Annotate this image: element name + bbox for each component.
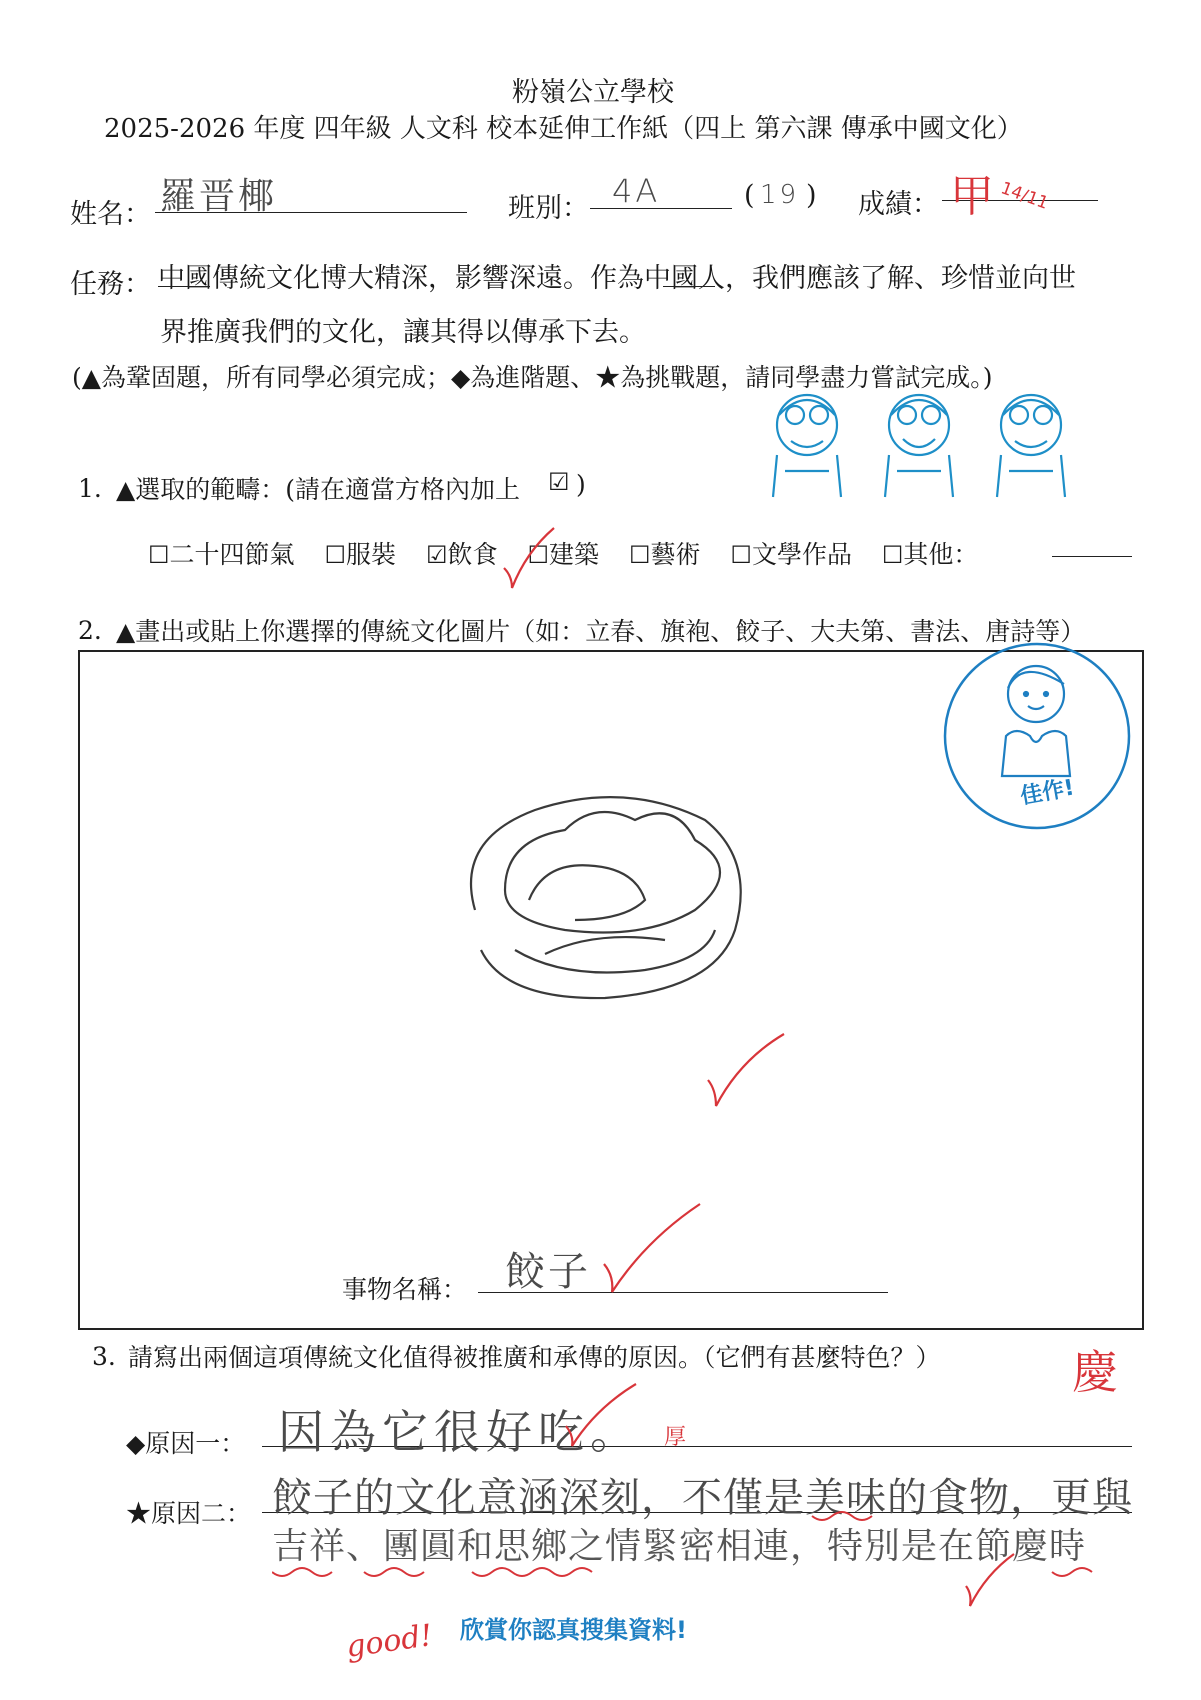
option-clothing: 服裝 — [346, 540, 397, 569]
item-name-value: 餃子 — [505, 1249, 591, 1295]
teacher-comment-good: good! — [343, 1618, 435, 1665]
class-value: 4A — [612, 172, 661, 210]
q2-number: 2. — [78, 616, 102, 645]
red-check-mark-icon — [596, 1200, 706, 1296]
reason1-label: ◆原因一： — [126, 1429, 246, 1458]
underline-china-2 — [663, 286, 715, 287]
checkbox-icon[interactable]: ☐ — [628, 541, 651, 569]
checkbox-icon[interactable]: ☐ — [881, 541, 904, 569]
q1-number: 1. — [78, 474, 102, 503]
red-check-mark-icon — [700, 1030, 790, 1110]
task-label: 任務： — [70, 269, 151, 300]
checkbox-icon[interactable]: ☐ — [730, 541, 752, 569]
option-architecture: 建築 — [548, 540, 599, 569]
item-name-label: 事物名稱： — [342, 1275, 468, 1304]
red-check-mark-icon — [498, 522, 558, 592]
q1-options — [148, 535, 978, 571]
teacher-comment: 欣賞你認真搜集資料! — [460, 1616, 687, 1644]
option-art: 藝術 — [650, 540, 701, 569]
option-other: 其他： — [903, 540, 979, 569]
number-paren-open: ( — [744, 180, 755, 211]
q3-prompt: 請寫出兩個這項傳統文化值得被推廣和承傳的原因。（它們有甚麼特色？） — [128, 1343, 941, 1372]
checkbox-icon[interactable]: ☐ — [148, 541, 170, 569]
grade-label: 成績： — [858, 189, 939, 220]
name-label: 姓名： — [70, 199, 151, 230]
checked-checkbox-icon[interactable]: ☑ — [425, 541, 448, 569]
underline-china-1 — [158, 286, 210, 287]
checkbox-icon[interactable]: ☐ — [527, 541, 549, 569]
worksheet-subtitle: 2025-2026 年度 四年級 人文科 校本延伸工作紙（四上 第六課 傳承中國文化） — [104, 114, 1023, 144]
red-check-mark-icon — [960, 1550, 1020, 1610]
q1-prompt: ▲選取的範疇：(請在適當方格內加上 — [116, 475, 520, 504]
q3-number: 3. — [92, 1342, 116, 1371]
name-value: 羅晋椰 — [160, 176, 278, 217]
stamp-text: 佳作! — [1018, 775, 1077, 810]
task-line-2: 界推廣我們的文化，讓其得以傳承下去。 — [160, 317, 646, 348]
red-check-mark-icon — [560, 1380, 640, 1450]
option-literature: 文學作品 — [751, 540, 852, 569]
q2-prompt: ▲畫出或貼上你選擇的傳統文化圖片（如：立春、旗袍、餃子、大夫第、書法、唐詩等） — [116, 617, 1086, 646]
grade-value: 甲 — [950, 171, 994, 222]
q1-prompt-end: ) — [576, 470, 586, 499]
number-paren-close: ) — [806, 180, 817, 211]
cartoon-character-stamp-icon — [755, 385, 1085, 503]
task-legend: (▲為鞏固題，所有同學必須完成；◆為進階題、★為挑戰題，請同學盡力嘗試完成。) — [72, 363, 993, 392]
reason1-value: 因為它很好吃。 — [278, 1405, 642, 1459]
correction-char-2: 慶 — [1072, 1345, 1118, 1399]
class-label: 班別： — [508, 193, 589, 224]
grade-date: 14/11 — [998, 178, 1051, 214]
reason2-label: ★原因二： — [126, 1499, 252, 1528]
class-number: 19 — [760, 180, 800, 210]
q1-checkbox-sample-icon: ☑ — [548, 468, 570, 496]
task-line-1: 中國傳統文化博大精深，影響深遠。作為中國人，我們應該了解、珍惜並向世 — [158, 263, 1076, 294]
option-food: 飲食 — [447, 540, 498, 569]
school-name: 粉嶺公立學校 — [512, 77, 674, 108]
dumpling-drawing-icon — [445, 780, 765, 1010]
checkbox-icon[interactable]: ☐ — [324, 541, 346, 569]
reason2-text-1: 餃子的文化意涵深刻，不僅是美味的食物，更與 — [272, 1475, 1133, 1521]
reason2-text-2: 吉祥、團圓和思鄉之情緊密相連，特別是在節慶時 — [272, 1526, 1087, 1567]
other-line — [1052, 556, 1132, 557]
correction-char-1: 厚 — [664, 1425, 687, 1450]
option-solar-terms: 二十四節氣 — [169, 540, 295, 569]
